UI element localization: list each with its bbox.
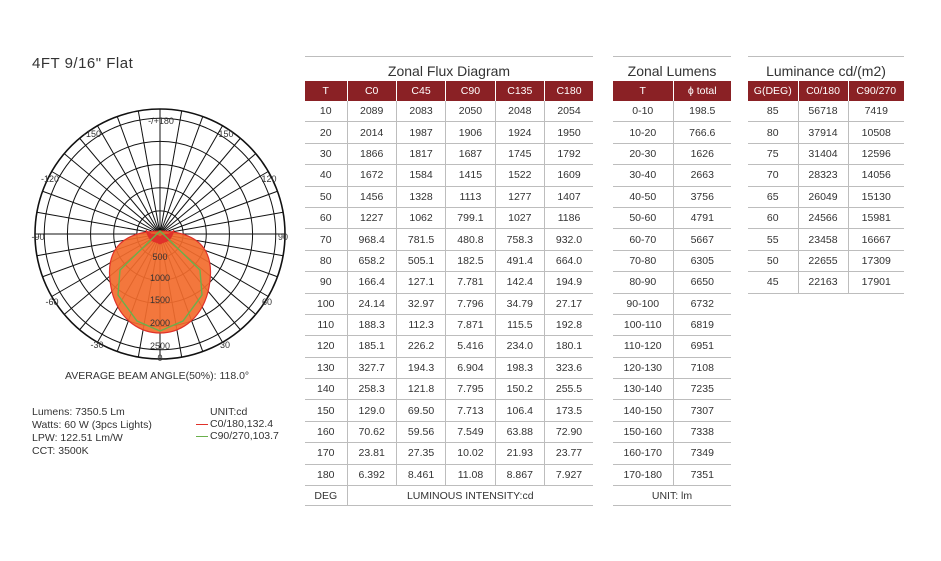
flux-cell: 110: [305, 314, 347, 335]
lumens-cell: 50-60: [613, 207, 673, 228]
flux-cell: 192.8: [545, 314, 594, 335]
luminance-cell: 24566: [798, 207, 848, 228]
flux-cell: 799.1: [446, 207, 495, 228]
flux-cell: 1227: [347, 207, 396, 228]
flux-footer-right: LUMINOUS INTENSITY:cd: [347, 486, 593, 506]
lumens-cell: 100-110: [613, 314, 673, 335]
luminance-cell: 12596: [848, 143, 904, 164]
flux-row: [305, 379, 593, 400]
luminance-row: [748, 122, 904, 143]
flux-cell: 7.781: [446, 272, 495, 293]
flux-cell: 27.35: [396, 443, 445, 464]
angle-label-0: 0: [157, 353, 163, 363]
angle-label-60: 60: [261, 297, 273, 307]
flux-cell: 2083: [396, 101, 445, 122]
luminance-cell: 45: [748, 272, 798, 293]
flux-row: [305, 314, 593, 335]
flux-cell: 32.97: [396, 293, 445, 314]
flux-cell: 72.90: [545, 421, 594, 442]
lumens-row: [613, 443, 731, 464]
angle-label-neg120: -120: [40, 174, 60, 184]
angle-label-neg30: -30: [90, 340, 104, 350]
flux-cell: 1950: [545, 122, 594, 143]
luminance-header-cell: C90/270: [848, 81, 904, 101]
legend-swatch-green: [196, 436, 208, 437]
flux-row: [305, 336, 593, 357]
lumens-cell: 0-10: [613, 101, 673, 122]
lumens-cell: 110-120: [613, 336, 673, 357]
lumens-cell: 6819: [673, 314, 731, 335]
luminance-cell: 22655: [798, 250, 848, 271]
lumens-cell: 10-20: [613, 122, 673, 143]
flux-cell: 188.3: [347, 314, 396, 335]
flux-cell: 7.713: [446, 400, 495, 421]
flux-cell: 100: [305, 293, 347, 314]
flux-cell: 160: [305, 421, 347, 442]
flux-cell: 70.62: [347, 421, 396, 442]
flux-cell: 194.3: [396, 357, 445, 378]
flux-cell: 1792: [545, 143, 594, 164]
luminance-row: [748, 165, 904, 186]
lumens-row: [613, 101, 731, 122]
flux-cell: 63.88: [495, 421, 544, 442]
flux-cell: 664.0: [545, 250, 594, 271]
zonal-lumens-section: [613, 56, 731, 506]
zonal-flux-table: [305, 81, 593, 506]
flux-row: [305, 443, 593, 464]
flux-cell: 323.6: [545, 357, 594, 378]
lumens-row: [613, 229, 731, 250]
lumens-cell: 4791: [673, 207, 731, 228]
lumens-footer: UNIT: lm: [613, 486, 731, 506]
legend-swatch-red: [196, 424, 208, 425]
flux-header-cell: C45: [396, 81, 445, 101]
flux-cell: 59.56: [396, 421, 445, 442]
flux-cell: 120: [305, 336, 347, 357]
luminance-cell: 7419: [848, 101, 904, 122]
radial-label-1500: 1500: [149, 295, 171, 305]
spec-lpw: LPW: 122.51 Lm/W: [32, 432, 123, 444]
luminance-cell: 65: [748, 186, 798, 207]
luminance-cell: 56718: [798, 101, 848, 122]
lumens-row: [613, 272, 731, 293]
flux-cell: 1906: [446, 122, 495, 143]
lumens-header-cell: ϕ total: [673, 81, 731, 101]
lumens-cell: 7307: [673, 400, 731, 421]
flux-row: [305, 400, 593, 421]
flux-cell: 112.3: [396, 314, 445, 335]
legend-item-c0: [196, 418, 279, 430]
flux-cell: 69.50: [396, 400, 445, 421]
angle-label-90: 90: [277, 232, 289, 242]
luminance-cell: 60: [748, 207, 798, 228]
luminance-cell: 50: [748, 250, 798, 271]
specs-block: [32, 406, 152, 458]
flux-cell: 1027: [495, 207, 544, 228]
angle-label-30: 30: [219, 340, 231, 350]
flux-cell: 234.0: [495, 336, 544, 357]
luminance-row: [748, 207, 904, 228]
angle-label-neg90: -90: [31, 232, 45, 242]
flux-cell: 7.927: [545, 464, 594, 485]
flux-cell: 7.871: [446, 314, 495, 335]
flux-cell: 2050: [446, 101, 495, 122]
lumens-row: [613, 379, 731, 400]
lumens-cell: 140-150: [613, 400, 673, 421]
lumens-cell: 6650: [673, 272, 731, 293]
radial-label-2500: 2500: [149, 341, 171, 351]
flux-cell: 1866: [347, 143, 396, 164]
flux-cell: 1277: [495, 186, 544, 207]
flux-cell: 1987: [396, 122, 445, 143]
flux-cell: 20: [305, 122, 347, 143]
flux-cell: 10: [305, 101, 347, 122]
flux-cell: 932.0: [545, 229, 594, 250]
lumens-row: [613, 186, 731, 207]
luminance-cell: 23458: [798, 229, 848, 250]
lumens-cell: 198.5: [673, 101, 731, 122]
luminance-cell: 17309: [848, 250, 904, 271]
flux-cell: 10.02: [446, 443, 495, 464]
zonal-flux-title: Zonal Flux Diagram: [387, 63, 511, 79]
luminance-cell: 70: [748, 165, 798, 186]
flux-cell: 7.549: [446, 421, 495, 442]
luminance-cell: 55: [748, 229, 798, 250]
flux-cell: 258.3: [347, 379, 396, 400]
lumens-cell: 80-90: [613, 272, 673, 293]
lumens-row: [613, 421, 731, 442]
legend-unit: UNIT:cd: [210, 406, 248, 418]
flux-cell: 1328: [396, 186, 445, 207]
flux-cell: 21.93: [495, 443, 544, 464]
flux-row: [305, 122, 593, 143]
flux-cell: 758.3: [495, 229, 544, 250]
flux-cell: 2089: [347, 101, 396, 122]
luminance-row: [748, 272, 904, 293]
lumens-row: [613, 314, 731, 335]
angle-label-120: 120: [261, 174, 277, 184]
flux-cell: 1415: [446, 165, 495, 186]
flux-cell: 11.08: [446, 464, 495, 485]
flux-cell: 24.14: [347, 293, 396, 314]
legend-item-c90: [196, 430, 279, 442]
flux-cell: 30: [305, 143, 347, 164]
luminance-row: [748, 186, 904, 207]
flux-cell: 327.7: [347, 357, 396, 378]
lumens-cell: 7349: [673, 443, 731, 464]
spec-lumens: Lumens: 7350.5 Lm: [32, 406, 125, 418]
flux-header-cell: T: [305, 81, 347, 101]
flux-cell: 7.795: [446, 379, 495, 400]
zonal-lumens-table: [613, 81, 731, 506]
flux-row: [305, 101, 593, 122]
lumens-row: [613, 165, 731, 186]
luminance-row: [748, 229, 904, 250]
lumens-cell: 170-180: [613, 464, 673, 485]
flux-cell: 1924: [495, 122, 544, 143]
flux-cell: 1113: [446, 186, 495, 207]
flux-cell: 1062: [396, 207, 445, 228]
lumens-cell: 7351: [673, 464, 731, 485]
flux-cell: 255.5: [545, 379, 594, 400]
luminance-cell: 16667: [848, 229, 904, 250]
luminance-cell: 10508: [848, 122, 904, 143]
lumens-cell: 766.6: [673, 122, 731, 143]
flux-cell: 1745: [495, 143, 544, 164]
flux-cell: 1407: [545, 186, 594, 207]
flux-row: [305, 272, 593, 293]
flux-cell: 8.867: [495, 464, 544, 485]
luminance-cell: 15130: [848, 186, 904, 207]
luminance-title: Luminance cd/(m2): [766, 63, 886, 79]
luminance-cell: 14056: [848, 165, 904, 186]
radial-label-500: 500: [152, 252, 168, 262]
polar-intensity-diagram: [0, 0, 300, 380]
lumens-row: [613, 293, 731, 314]
luminance-cell: 22163: [798, 272, 848, 293]
lumens-cell: 1626: [673, 143, 731, 164]
luminance-header-cell: C0/180: [798, 81, 848, 101]
luminance-cell: 28323: [798, 165, 848, 186]
flux-row: [305, 143, 593, 164]
flux-cell: 2054: [545, 101, 594, 122]
flux-cell: 173.5: [545, 400, 594, 421]
zonal-flux-section: [305, 56, 593, 506]
lumens-cell: 160-170: [613, 443, 673, 464]
flux-cell: 2048: [495, 101, 544, 122]
flux-cell: 1687: [446, 143, 495, 164]
flux-cell: 150: [305, 400, 347, 421]
flux-header-cell: C180: [545, 81, 594, 101]
luminance-row: [748, 101, 904, 122]
luminance-cell: 31404: [798, 143, 848, 164]
flux-cell: 185.1: [347, 336, 396, 357]
flux-cell: 6.904: [446, 357, 495, 378]
angle-label-150: 150: [218, 129, 234, 139]
lumens-cell: 60-70: [613, 229, 673, 250]
beam-angle-text: AVERAGE BEAM ANGLE(50%): 118.0°: [65, 370, 250, 382]
flux-cell: 90: [305, 272, 347, 293]
lumens-row: [613, 207, 731, 228]
spec-cct: CCT: 3500K: [32, 445, 89, 457]
luminance-row: [748, 143, 904, 164]
product-title: 4FT 9/16" Flat: [32, 55, 134, 72]
lumens-cell: 130-140: [613, 379, 673, 400]
luminance-header-cell: G(DEG): [748, 81, 798, 101]
flux-cell: 5.416: [446, 336, 495, 357]
angle-label-180: -/+180: [148, 116, 174, 126]
flux-cell: 142.4: [495, 272, 544, 293]
lumens-cell: 40-50: [613, 186, 673, 207]
lumens-cell: 2663: [673, 165, 731, 186]
flux-header-cell: C0: [347, 81, 396, 101]
flux-cell: 1672: [347, 165, 396, 186]
lumens-cell: 6305: [673, 250, 731, 271]
lumens-cell: 6732: [673, 293, 731, 314]
lumens-cell: 5667: [673, 229, 731, 250]
lumens-cell: 30-40: [613, 165, 673, 186]
flux-cell: 182.5: [446, 250, 495, 271]
flux-cell: 491.4: [495, 250, 544, 271]
flux-cell: 106.4: [495, 400, 544, 421]
flux-cell: 140: [305, 379, 347, 400]
spec-watts: Watts: 60 W (3pcs Lights): [32, 419, 152, 431]
flux-cell: 121.8: [396, 379, 445, 400]
lumens-row: [613, 400, 731, 421]
flux-cell: 150.2: [495, 379, 544, 400]
radial-label-2000: 2000: [149, 318, 171, 328]
flux-cell: 7.796: [446, 293, 495, 314]
flux-cell: 505.1: [396, 250, 445, 271]
flux-row: [305, 464, 593, 485]
flux-cell: 1817: [396, 143, 445, 164]
flux-cell: 166.4: [347, 272, 396, 293]
lumens-cell: 70-80: [613, 250, 673, 271]
flux-cell: 480.8: [446, 229, 495, 250]
luminance-table: [748, 81, 904, 294]
flux-cell: 27.17: [545, 293, 594, 314]
flux-cell: 40: [305, 165, 347, 186]
flux-cell: 1522: [495, 165, 544, 186]
flux-cell: 194.9: [545, 272, 594, 293]
zonal-lumens-title: Zonal Lumens: [627, 63, 717, 79]
flux-cell: 60: [305, 207, 347, 228]
lumens-row: [613, 464, 731, 485]
lumens-cell: 120-130: [613, 357, 673, 378]
flux-row: [305, 186, 593, 207]
radial-label-1000: 1000: [149, 273, 171, 283]
flux-cell: 198.3: [495, 357, 544, 378]
lumens-row: [613, 143, 731, 164]
lumens-cell: 20-30: [613, 143, 673, 164]
flux-cell: 180.1: [545, 336, 594, 357]
lumens-cell: 6951: [673, 336, 731, 357]
flux-cell: 781.5: [396, 229, 445, 250]
lumens-cell: 7338: [673, 421, 731, 442]
luminance-cell: 75: [748, 143, 798, 164]
flux-cell: 1456: [347, 186, 396, 207]
lumens-row: [613, 336, 731, 357]
flux-cell: 968.4: [347, 229, 396, 250]
flux-cell: 70: [305, 229, 347, 250]
luminance-cell: 17901: [848, 272, 904, 293]
flux-row: [305, 165, 593, 186]
flux-header-cell: C135: [495, 81, 544, 101]
flux-cell: 226.2: [396, 336, 445, 357]
luminance-cell: 15981: [848, 207, 904, 228]
flux-cell: 658.2: [347, 250, 396, 271]
luminance-cell: 80: [748, 122, 798, 143]
lumens-row: [613, 122, 731, 143]
angle-label-neg150: -150: [82, 129, 102, 139]
flux-cell: 1584: [396, 165, 445, 186]
flux-row: [305, 293, 593, 314]
flux-footer-left: DEG: [305, 486, 347, 506]
flux-cell: 23.77: [545, 443, 594, 464]
legend-label: C0/180,132.4: [210, 418, 274, 430]
flux-cell: 80: [305, 250, 347, 271]
angle-label-neg60: -60: [45, 297, 59, 307]
luminance-cell: 85: [748, 101, 798, 122]
legend-label: C90/270,103.7: [210, 430, 279, 442]
flux-cell: 6.392: [347, 464, 396, 485]
luminance-row: [748, 250, 904, 271]
lumens-header-cell: T: [613, 81, 673, 101]
lumens-row: [613, 250, 731, 271]
polar-legend: [196, 406, 279, 442]
luminance-cell: 26049: [798, 186, 848, 207]
luminance-section: [748, 56, 904, 294]
lumens-row: [613, 357, 731, 378]
flux-cell: 23.81: [347, 443, 396, 464]
lumens-cell: 3756: [673, 186, 731, 207]
lumens-cell: 7108: [673, 357, 731, 378]
flux-cell: 1609: [545, 165, 594, 186]
flux-cell: 8.461: [396, 464, 445, 485]
flux-cell: 1186: [545, 207, 594, 228]
flux-cell: 130: [305, 357, 347, 378]
flux-cell: 127.1: [396, 272, 445, 293]
flux-cell: 129.0: [347, 400, 396, 421]
flux-row: [305, 421, 593, 442]
flux-header-cell: C90: [446, 81, 495, 101]
flux-cell: 170: [305, 443, 347, 464]
lumens-cell: 90-100: [613, 293, 673, 314]
flux-row: [305, 229, 593, 250]
flux-cell: 2014: [347, 122, 396, 143]
lumens-cell: 7235: [673, 379, 731, 400]
flux-row: [305, 357, 593, 378]
luminance-cell: 37914: [798, 122, 848, 143]
flux-row: [305, 207, 593, 228]
lumens-cell: 150-160: [613, 421, 673, 442]
flux-cell: 34.79: [495, 293, 544, 314]
flux-cell: 180: [305, 464, 347, 485]
flux-row: [305, 250, 593, 271]
flux-cell: 50: [305, 186, 347, 207]
flux-cell: 115.5: [495, 314, 544, 335]
